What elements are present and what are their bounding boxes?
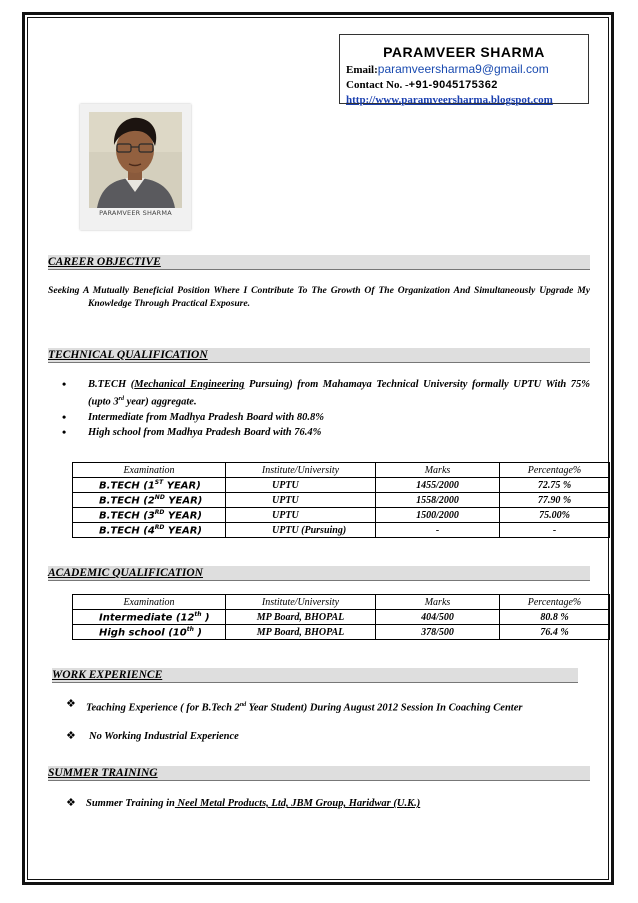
exam-cell: B.TECH (1ST YEAR) (73, 478, 226, 493)
btech-branch: Mechanical Engineering (134, 379, 245, 390)
summer-company: Neel Metal Products, Ltd, JBM Group, Haridwar (U.K.) (174, 798, 421, 809)
work-list (48, 698, 608, 744)
col-marks: Marks (376, 595, 500, 610)
academic-qualification-heading: ACADEMIC QUALIFICATION (48, 566, 590, 581)
col-examination: Examination (73, 463, 226, 478)
table-header-row (73, 595, 610, 610)
institute-cell: UPTU (Pursuing) (226, 523, 376, 538)
marks-cell: 378/500 (376, 625, 500, 640)
technical-qualification-heading: TECHNICAL QUALIFICATION (48, 348, 590, 363)
marks-cell: - (376, 523, 500, 538)
blog-line (346, 93, 588, 108)
career-objective-body: Seeking A Mutually Beneficial Position Where I Contribute To The Growth Of The Organization And Simultaneously Upgrade My Knowledge Through Practical Exposure. (48, 285, 590, 309)
btech-mid: Pursuing) from Mahamaya Technical University formally UPTU With 75% (upto 3 (88, 379, 590, 408)
percentage-cell: 75.00% (500, 508, 610, 523)
email-line (346, 62, 588, 78)
work-item-1-sup: nd (239, 702, 247, 708)
marks-cell: 1500/2000 (376, 508, 500, 523)
col-institute: Institute/University (226, 595, 376, 610)
work-item-1-a: Teaching Experience ( for B.Tech 2 (86, 702, 240, 714)
marks-cell: 404/500 (376, 610, 500, 625)
list-item (48, 797, 608, 811)
career-objective-heading: CAREER OBJECTIVE (48, 255, 590, 270)
summer-list (48, 797, 608, 811)
list-item (48, 377, 590, 410)
institute-cell: UPTU (226, 508, 376, 523)
list-item (48, 730, 608, 744)
technical-table (72, 462, 610, 538)
summer-training-heading: SUMMER TRAINING (48, 766, 590, 781)
table-row (73, 625, 610, 640)
list-item (48, 425, 590, 440)
technical-list (48, 377, 590, 440)
institute-cell: UPTU (226, 478, 376, 493)
col-percentage: Percentage% (500, 463, 610, 478)
list-item (48, 698, 608, 716)
table-row (73, 478, 610, 493)
percentage-cell: 80.8 % (500, 610, 610, 625)
exam-cell: High school (10th ) (73, 625, 226, 640)
diamond-bullet-icon: ❖ (66, 728, 76, 742)
contact-box (339, 34, 589, 104)
academic-table (72, 594, 610, 640)
email-link[interactable]: paramveersharma9@gmail.com (377, 62, 549, 76)
list-item (48, 410, 590, 425)
marks-cell: 1558/2000 (376, 493, 500, 508)
btech-suffix: year) aggregate. (123, 396, 197, 408)
contact-number: +91-9045175362 (408, 79, 498, 91)
diamond-bullet-icon: ❖ (66, 697, 76, 710)
profile-photo (89, 112, 182, 208)
institute-cell: MP Board, BHOPAL (226, 610, 376, 625)
contact-label: Contact No. - (346, 79, 409, 91)
work-experience-heading: WORK EXPERIENCE (52, 668, 578, 683)
percentage-cell: - (500, 523, 610, 538)
exam-cell: B.TECH (2ND YEAR) (73, 493, 226, 508)
percentage-cell: 72.75 % (500, 478, 610, 493)
institute-cell: MP Board, BHOPAL (226, 625, 376, 640)
career-objective-text (48, 284, 590, 310)
contact-line (346, 78, 588, 93)
table-header-row (73, 463, 610, 478)
diamond-bullet-icon: ❖ (66, 796, 76, 809)
table-row (73, 523, 610, 538)
intermediate-text: Intermediate from Madhya Pradesh Board with 80.8% (88, 411, 324, 423)
exam-cell: Intermediate (12th ) (73, 610, 226, 625)
blog-link[interactable]: http://www.paramveersharma.blogspot.com (346, 94, 553, 106)
col-examination: Examination (73, 595, 226, 610)
btech-sup: rd (118, 396, 124, 402)
work-item-2: No Working Industrial Experience (89, 730, 239, 742)
table-row (73, 610, 610, 625)
summer-prefix: Summer Training in (86, 798, 175, 809)
photo-signature-caption: PARAMVEER SHARMA (99, 209, 172, 217)
candidate-name: PARAMVEER SHARMA (383, 44, 545, 60)
exam-cell: B.TECH (3RD YEAR) (73, 508, 226, 523)
table-row (73, 493, 610, 508)
highschool-text: High school from Madhya Pradesh Board with 76.4% (88, 426, 322, 438)
email-label: Email: (346, 64, 378, 76)
col-percentage: Percentage% (500, 595, 610, 610)
profile-photo-card (80, 104, 191, 230)
percentage-cell: 77.90 % (500, 493, 610, 508)
col-institute: Institute/University (226, 463, 376, 478)
btech-prefix: B.TECH ( (88, 379, 135, 390)
exam-cell: B.TECH (4RD YEAR) (73, 523, 226, 538)
table-row (73, 508, 610, 523)
col-marks: Marks (376, 463, 500, 478)
institute-cell: UPTU (226, 493, 376, 508)
percentage-cell: 76.4 % (500, 625, 610, 640)
marks-cell: 1455/2000 (376, 478, 500, 493)
work-item-1-b: Year Student) During August 2012 Session In Coaching Center (246, 702, 523, 714)
